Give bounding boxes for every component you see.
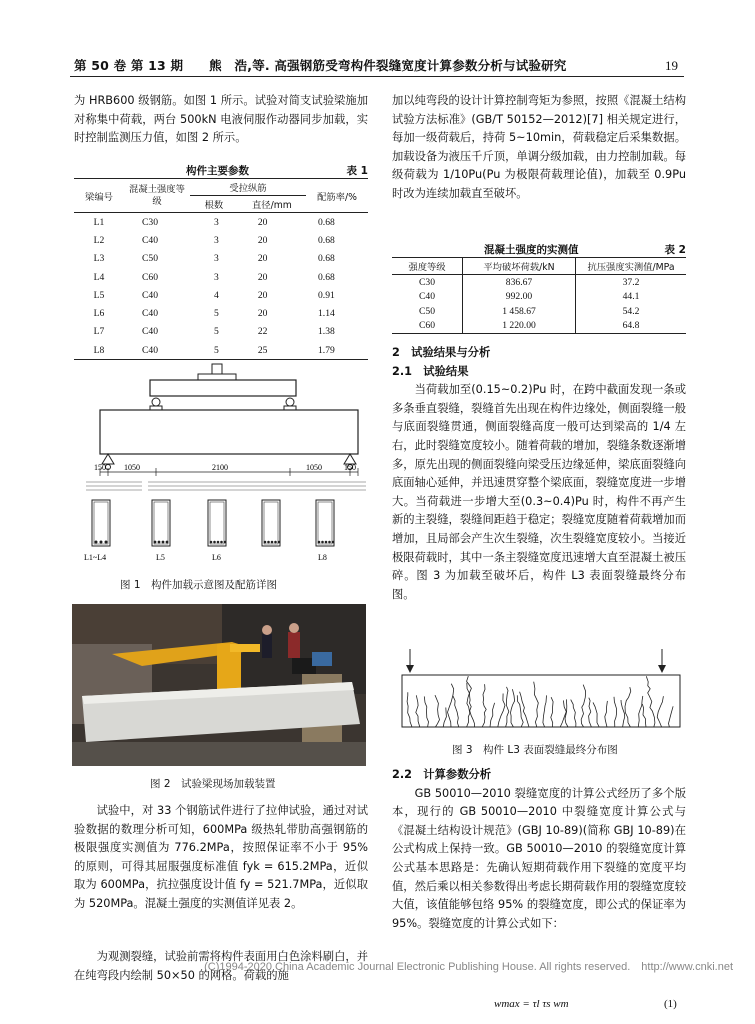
crack-line [506, 687, 509, 727]
section-l7 [260, 482, 312, 546]
dim-1050-right: 1050 [306, 463, 322, 472]
table1-cell: 20 [257, 253, 268, 265]
figure-3-caption: 图 3 构件 L3 表面裂缝最终分布图 [452, 744, 618, 756]
table1-cell: 22 [257, 326, 268, 338]
table1-row [74, 304, 368, 322]
figure-1-diagram [80, 360, 370, 575]
table1-cell: C40 [142, 234, 158, 246]
table1-cell: 5 [214, 326, 219, 338]
crack-line [448, 684, 454, 727]
crack-line [669, 706, 674, 727]
table1-cell: L8 [93, 344, 105, 356]
table2-cell: C30 [419, 276, 435, 288]
crack-line [657, 696, 663, 727]
crack-line [543, 695, 547, 727]
t2-h-grade: 强度等级 [408, 262, 446, 273]
dim-2100: 2100 [212, 463, 228, 472]
figure-1-caption: 图 1 构件加载示意图及配筋详图 [120, 579, 278, 591]
table1-row [74, 268, 368, 286]
table1-cell: 20 [257, 271, 268, 283]
table1-row [74, 341, 368, 360]
equation-1: wmax = τl τs wm [494, 998, 569, 1010]
crack-line [443, 708, 446, 728]
table2-cell: C40 [419, 291, 435, 303]
t1-h-ratio: 配筋率/% [317, 191, 357, 203]
table2-cell: C60 [419, 320, 435, 332]
t2-h-strength: 抗压强度实测值/MPa [576, 258, 687, 275]
table2-cell: 1 458.67 [463, 304, 576, 319]
table1-row [74, 323, 368, 341]
table1-row [74, 286, 368, 304]
table1-cell: 5 [214, 344, 219, 356]
table1-row [74, 250, 368, 268]
header-journal: 第 50 卷 第 13 期 熊 浩,等. 高强钢筋受弯构件裂缝宽度计算参数分析与试验研究 [74, 58, 567, 73]
crack-line [638, 696, 643, 727]
figure-2-caption: 图 2 试验梁现场加载装置 [150, 778, 276, 790]
right-section-2-2 [392, 766, 686, 933]
section-l5 [148, 482, 202, 562]
section-2-heading: 2 试验结果与分析 [392, 346, 491, 359]
t1-h-diam: 直径/mm [252, 200, 292, 211]
table1-cell: L7 [93, 326, 105, 338]
table1-cell: 0.68 [318, 253, 335, 265]
crack-line [646, 676, 655, 727]
table1-cell: 20 [257, 216, 268, 228]
crack-line [517, 695, 523, 727]
section-2-2-heading: 2.2 计算参数分析 [392, 768, 492, 781]
crack-line [511, 689, 515, 727]
table1-cell: 1.79 [318, 344, 335, 356]
equation-1-number: (1) [664, 998, 677, 1010]
table2-cell: 37.2 [576, 275, 687, 290]
crack-line [551, 697, 553, 727]
table2-title: 混凝土强度的实测值 [484, 244, 579, 256]
table1-cell: L2 [93, 234, 105, 246]
crack-line [589, 698, 592, 727]
table1-cell: C30 [142, 216, 158, 228]
right-para-1: 加以纯弯段的设计计算控制弯矩为参照，按照《混凝土结构试验方法标准》(GB/T 50152—2012)[7] 相关规定进行，每加一级荷载后，持荷 5~10min，荷载稳定后采集数据。加载设备为液压千斤顶，单调分级加载，由力控制加载。每级荷载为 1/10Pu(Pu 为极限荷载理论值)，加载至 0.9Pu 时改为连续加载直至破坏。 [392, 94, 686, 200]
table1-cell: C40 [142, 344, 158, 356]
table1-cell: L6 [93, 308, 105, 320]
table1-cell: 3 [214, 234, 219, 246]
crack-line [520, 692, 529, 727]
table1 [74, 178, 368, 360]
table1-cell: L4 [93, 271, 105, 283]
section-label-l6: L6 [212, 553, 221, 562]
table1-cell: C60 [142, 271, 158, 283]
crack-line [453, 696, 459, 727]
crack-line [560, 700, 566, 727]
section-l1-l4 [84, 482, 142, 562]
running-header [70, 54, 684, 77]
table1-cell: L3 [93, 253, 105, 265]
section-l6 [202, 482, 260, 562]
crack-line [534, 682, 539, 727]
t1-h-beam: 梁编号 [85, 191, 113, 203]
crack-line [593, 702, 599, 727]
table2-cell: 992.00 [463, 290, 576, 305]
table2-cell: 64.8 [576, 319, 687, 334]
table2 [392, 257, 686, 334]
dim-150-right: 150 [344, 463, 356, 472]
table1-title: 构件主要参数 [186, 165, 249, 177]
section-label-l8: L8 [318, 553, 327, 562]
crack-line [416, 695, 420, 727]
copyright-footer: (C)1994-2020 China Academic Journal Electronic Publishing House. All rights reserved. http://www.cnki.net [204, 961, 733, 973]
crack-line [435, 695, 440, 727]
table1-cell: 3 [214, 271, 219, 283]
crack-line [498, 694, 505, 728]
crack-line [581, 685, 585, 727]
t2-h-load: 平均破坏荷载/kN [463, 258, 576, 275]
crack-line [424, 696, 428, 727]
table2-row [392, 304, 686, 319]
crack-line [571, 700, 576, 727]
table2-row [392, 275, 686, 290]
table1-row [74, 231, 368, 249]
crack-line [407, 692, 412, 727]
table1-cell: 3 [214, 253, 219, 265]
table1-label: 表 1 [346, 165, 368, 177]
table1-cell: 0.68 [318, 271, 335, 283]
crack-line [621, 700, 625, 727]
dim-150-left: 150 [94, 463, 106, 472]
crack-line [490, 703, 495, 727]
crack-line [625, 687, 631, 727]
crack-line [614, 697, 617, 727]
table2-label: 表 2 [664, 244, 686, 256]
table1-cell: C40 [142, 308, 158, 320]
section-l8 [312, 482, 366, 562]
t1-h-concrete: 混凝土强度等级 [129, 183, 185, 207]
crack-line [482, 684, 486, 727]
table1-cell: 20 [257, 289, 268, 301]
table1-cell: 4 [214, 289, 219, 301]
section-2-1-heading: 2.1 试验结果 [392, 364, 469, 378]
crack-line [467, 676, 472, 727]
figure-3-diagram [400, 645, 682, 735]
table1-cell: 20 [257, 308, 268, 320]
t1-h-count: 根数 [204, 200, 224, 211]
t1-h-rebar: 受拉纵筋 [190, 179, 306, 196]
table1-cell: 1.14 [318, 308, 335, 320]
table1-cell: C40 [142, 289, 158, 301]
table1-cell: 0.91 [318, 289, 335, 301]
table1-cell: 25 [257, 344, 268, 356]
right-para-3: GB 50010—2010 裂缝宽度的计算公式经历了多个版本，现行的 GB 50010—2010 中裂缝宽度计算公式与《混凝土结构设计规范》(GBJ 10-89)(简称 GBJ 10-89)在公式构成上保持一致。GB 50010—2010 的裂缝宽度计算公式基本思路是：先确认短期荷载作用下裂缝的宽度平均值，然后乘以相关参数得出考虑长期荷载作用的裂缝宽度较大值，该值能够包络 95% 的裂缝宽度，即公式的保证率为 95%。裂缝宽度的计算公式如下： [392, 786, 686, 930]
table1-cell: 3 [214, 216, 219, 228]
table1-cell: C50 [142, 253, 158, 265]
table1-cell: 20 [257, 234, 268, 246]
right-para-2: 当荷载加至(0.15~0.2)Pu 时，在跨中截面发现一条或多条垂直裂缝，裂缝首先出现在构件边缘处，侧面裂缝一般与底面裂缝贯通，侧面裂缝高度一般可达到梁高的 1/4 左右，此时裂缝宽度较小。随着荷载的增加，裂缝条数逐渐增多，原先出现的侧面裂缝向梁受压边缘延伸，梁底面裂缝向底面轴心延伸，并迅速贯穿整个梁底面，裂缝宽度进一步增大。当荷载进一步增大至(0.3~0.4)Pu 时，构件不再产生新的主裂缝，裂缝间距趋于稳定；裂缝宽度随着荷载增加而增加，且局部会产生次生裂缝，次生裂缝宽度较小。当接近极限荷载时，其中一条主裂缝宽度迅速增大直至混凝土被压碎。图 3 为加载至破坏后，构件 L3 表面裂缝最终分布图。 [392, 383, 686, 601]
section-label-l5: L5 [156, 553, 165, 562]
table2-cell: 54.2 [576, 304, 687, 319]
dim-1050-left: 1050 [124, 463, 140, 472]
left-para-1: 为 HRB600 级钢筋。如图 1 所示。试验对简支试验梁施加对称集中荷载，两台 500kN 电液伺服作动器同步加载，实时控制监测压力值，如图 2 所示。 [74, 94, 368, 145]
header-title: 熊 浩,等. 高强钢筋受弯构件裂缝宽度计算参数分析与试验研究 [209, 58, 567, 73]
crack-line [605, 701, 608, 727]
table1-cell: C40 [142, 326, 158, 338]
table1-cell: L5 [93, 289, 105, 301]
table1-cell: 5 [214, 308, 219, 320]
table1-cell: L1 [93, 216, 105, 228]
table1-cell: 0.68 [318, 216, 335, 228]
table2-cell: C50 [419, 305, 435, 317]
left-para-3: 为观测裂缝，试验前需将构件表面用白色涂料刷白，并在纯弯段内绘制 50×50 的网格。荷载的施 [74, 950, 368, 982]
right-sections [392, 344, 686, 604]
page-number: 19 [665, 58, 678, 73]
crack-line [642, 704, 646, 727]
section-label-l1-l4: L1~L4 [84, 553, 107, 562]
table2-row [392, 319, 686, 334]
table1-cell: 0.68 [318, 234, 335, 246]
table2-cell: 836.67 [463, 275, 576, 290]
figure-2-photo [72, 604, 366, 766]
table1-row [74, 213, 368, 232]
table2-row [392, 290, 686, 305]
left-para-2: 试验中，对 33 个钢筋试件进行了拉伸试验，通过对试验数据的数理分析可知，600MPa 级热轧带肋高强钢筋的极限强度实测值为 776.2MPa，按照保证率不小于 95% 的原则，可得其屈服强度标准值 fyk = 615.2MPa，近似取为 600MPa，抗拉强度设计值 fy = 521.7MPa，近似取为 520MPa。混凝土强度的实测值详见表 2。 [74, 804, 368, 910]
table2-cell: 44.1 [576, 290, 687, 305]
table2-cell: 1 220.00 [463, 319, 576, 334]
table1-cell: 1.38 [318, 326, 335, 338]
